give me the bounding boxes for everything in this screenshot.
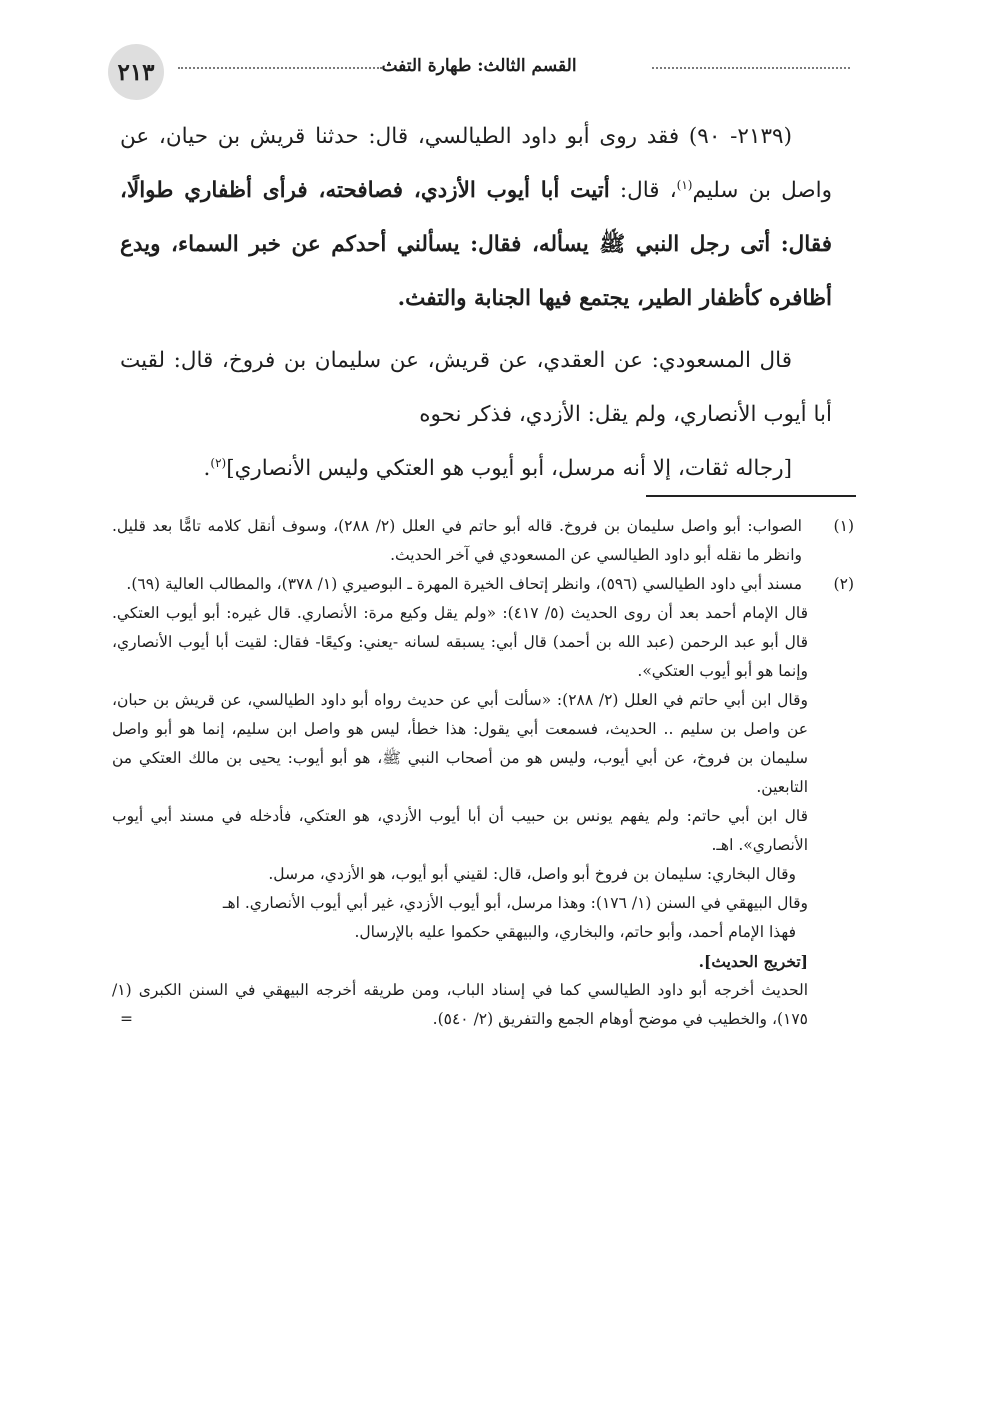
footnote-1: [112, 512, 854, 570]
page-header: [108, 44, 850, 100]
takhrij-text: [112, 976, 854, 1034]
takhrij-heading: [تخريج الحديث].: [698, 952, 808, 971]
hadith-isnad: (٢١٣٩- ٩٠) فقد روى أبو داود الطيالسي، قال: حدثنا قريش بن حيان، عن واصل بن سليم: [120, 124, 832, 203]
footnote-1-number: (١): [833, 517, 854, 535]
bukhari-quote: وقال البخاري: سليمان بن فروخ أبو واصل، قال: لقيني أبو أيوب، هو الأزدي، مرسل.: [268, 865, 796, 883]
footnote-2: [112, 570, 854, 599]
grading-paragraph: [120, 442, 832, 496]
main-text: [120, 110, 832, 496]
masudi-paragraph: قال المسعودي: عن العقدي، عن قريش، عن سليمان بن فروخ، قال: لقيت أبا أيوب الأنصاري، ولم يقل: الأزدي، فذكر نحوه: [120, 348, 832, 427]
footnote-1-text: الصواب: أبو واصل سليمان بن فروخ. قاله أبو حاتم في العلل (٢/ ٢٨٨)، وسوف أنقل كلامه تامًّا بعد قليل. وانظر ما نقله أبو داود الطيالسي عن المسعودي في آخر الحديث.: [112, 517, 802, 564]
bayhaqi-quote: وقال البيهقي في السنن (١/ ١٧٦): وهذا مرسل، أبو أيوب الأزدي، غير أبي أيوب الأنصاري. اهـ: [222, 894, 808, 912]
hadith-matn: أتيت أبا أيوب الأزدي، فصافحته، فرأى أظفاري طوالًا، فقال: أتى رجل النبي ﷺ يسأله، فقال: يسألني أحدكم عن خبر السماء، ويدع أظافره كأظفار الطير، يجتمع فيها الجنابة والتفث.: [120, 178, 832, 311]
continuation-mark: =: [120, 1010, 133, 1028]
grading-end: .: [203, 456, 211, 481]
summary-line: فهذا الإمام أحمد، وأبو حاتم، والبخاري، والبيهقي حكموا عليه بالإرسال.: [354, 923, 796, 941]
footnote-ref-1: (١): [676, 177, 693, 192]
footnote-2-number: (٢): [833, 575, 854, 593]
abi-hatim-quote: وقال ابن أبي حاتم في العلل (٢/ ٢٨٨): «سألت أبي عن حديث رواه أبو داود الطيالسي، عن قريش بن حبان، عن واصل بن سليم .. الحديث، فسمعت أبي يقول: هذا خطأ، ليس هو واصل ابن سليم، إنما هو أبو واصل سليمان بن فروخ، عن أبي أيوب، وليس هو من أصحاب النبي ﷺ، هو أبو أيوب: يحيى بن مالك العتكي من التابعين.: [112, 691, 808, 796]
takhrij-body: الحديث أخرجه أبو داود الطيالسي كما في إسناد الباب، ومن طريقه أخرجه البيهقي في السنن الكبرى (١/ ١٧٥)، والخطيب في موضح أوهام الجمع والتفريق (٢/ ٥٤٠).: [112, 981, 808, 1028]
footnote-ref-2: (٢): [210, 455, 227, 470]
grading-text: [رجاله ثقات، إلا أنه مرسل، أبو أيوب هو العتكي وليس الأنصاري]: [226, 456, 792, 481]
hadith-said: ، قال:: [609, 178, 677, 203]
footnote-2-text: مسند أبي داود الطيالسي (٥٩٦)، وانظر إتحاف الخيرة المهرة ـ البوصيري (١/ ٣٧٨)، والمطالب العالية (٦٩).: [126, 575, 802, 593]
page-number: ٢١٣: [108, 44, 164, 100]
header-dots-left: [178, 67, 382, 69]
section-title: القسم الثالث: طهارة التفث: [381, 56, 577, 76]
footnotes: [112, 512, 854, 1034]
ahmad-quote: قال الإمام أحمد بعد أن روى الحديث (٥/ ٤١٧): «ولم يقل وكيع مرة: الأنصاري. قال غيره: أبو أيوب العتكي. قال أبو عبد الرحمن (عبد الله بن أحمد) قال أبي: يسبقه لسانه -يعني: وكيعًا- فقال: لقيت أبا أيوب الأنصاري، وإنما هو أبو أيوب العتكي».: [112, 604, 808, 680]
footnote-divider: [646, 495, 856, 497]
abi-hatim-note: قال ابن أبي حاتم: ولم يفهم يونس بن حبيب أن أبا أيوب الأزدي، هو العتكي، فأدخله في مسند أبي أيوب الأنصاري». اهـ.: [112, 807, 808, 854]
hadith-paragraph: [120, 110, 832, 326]
